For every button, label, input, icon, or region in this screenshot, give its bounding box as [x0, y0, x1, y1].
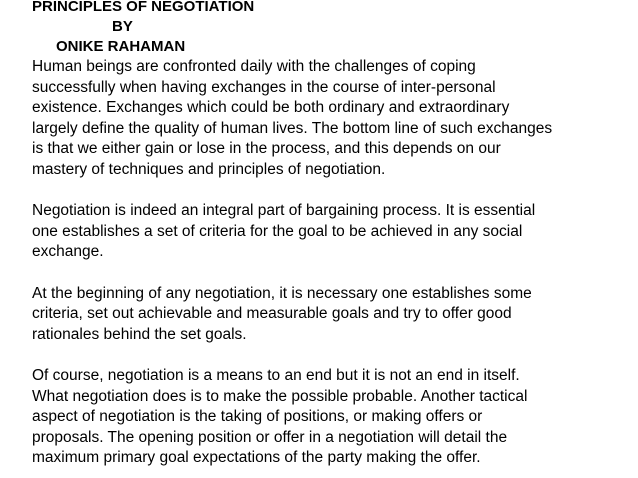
author-name: ONIKE RAHAMAN — [56, 38, 186, 55]
byline-by: BY — [112, 18, 133, 35]
paragraph-2: Negotiation is indeed an integral part of bargaining process. It is essential one establishes a set of criteria for the goal to be achieved in any social exchange. — [32, 202, 536, 261]
document-page — [32, 0, 632, 469]
paragraph-1: Human beings are confronted daily with the challenges of coping successfully when having exchanges in the course of inter-personal existence. Exchanges which could be both ordinary and extraordinary largely define the quality of human lives. The bottom line of such exchanges is that we either gain or lose in the process, and this depends on our mastery of techniques and principles of negotiation. — [32, 58, 553, 178]
document-title: PRINCIPLES OF NEGOTIATION — [32, 0, 255, 15]
paragraph-3: At the beginning of any negotiation, it is necessary one establishes some criteria, set out achievable and measurable goals and try to offer good rationales behind the set goals. — [32, 284, 532, 343]
paragraph-4: Of course, negotiation is a means to an end but it is not an end in itself. What negotiation does is to make the possible probable. Another tactical aspect of negotiation is the taking of positions, or making offers or proposals. The opening position or offer in a negotiation will detail the maximum primary goal expectations of the party making the offer. — [32, 366, 528, 467]
